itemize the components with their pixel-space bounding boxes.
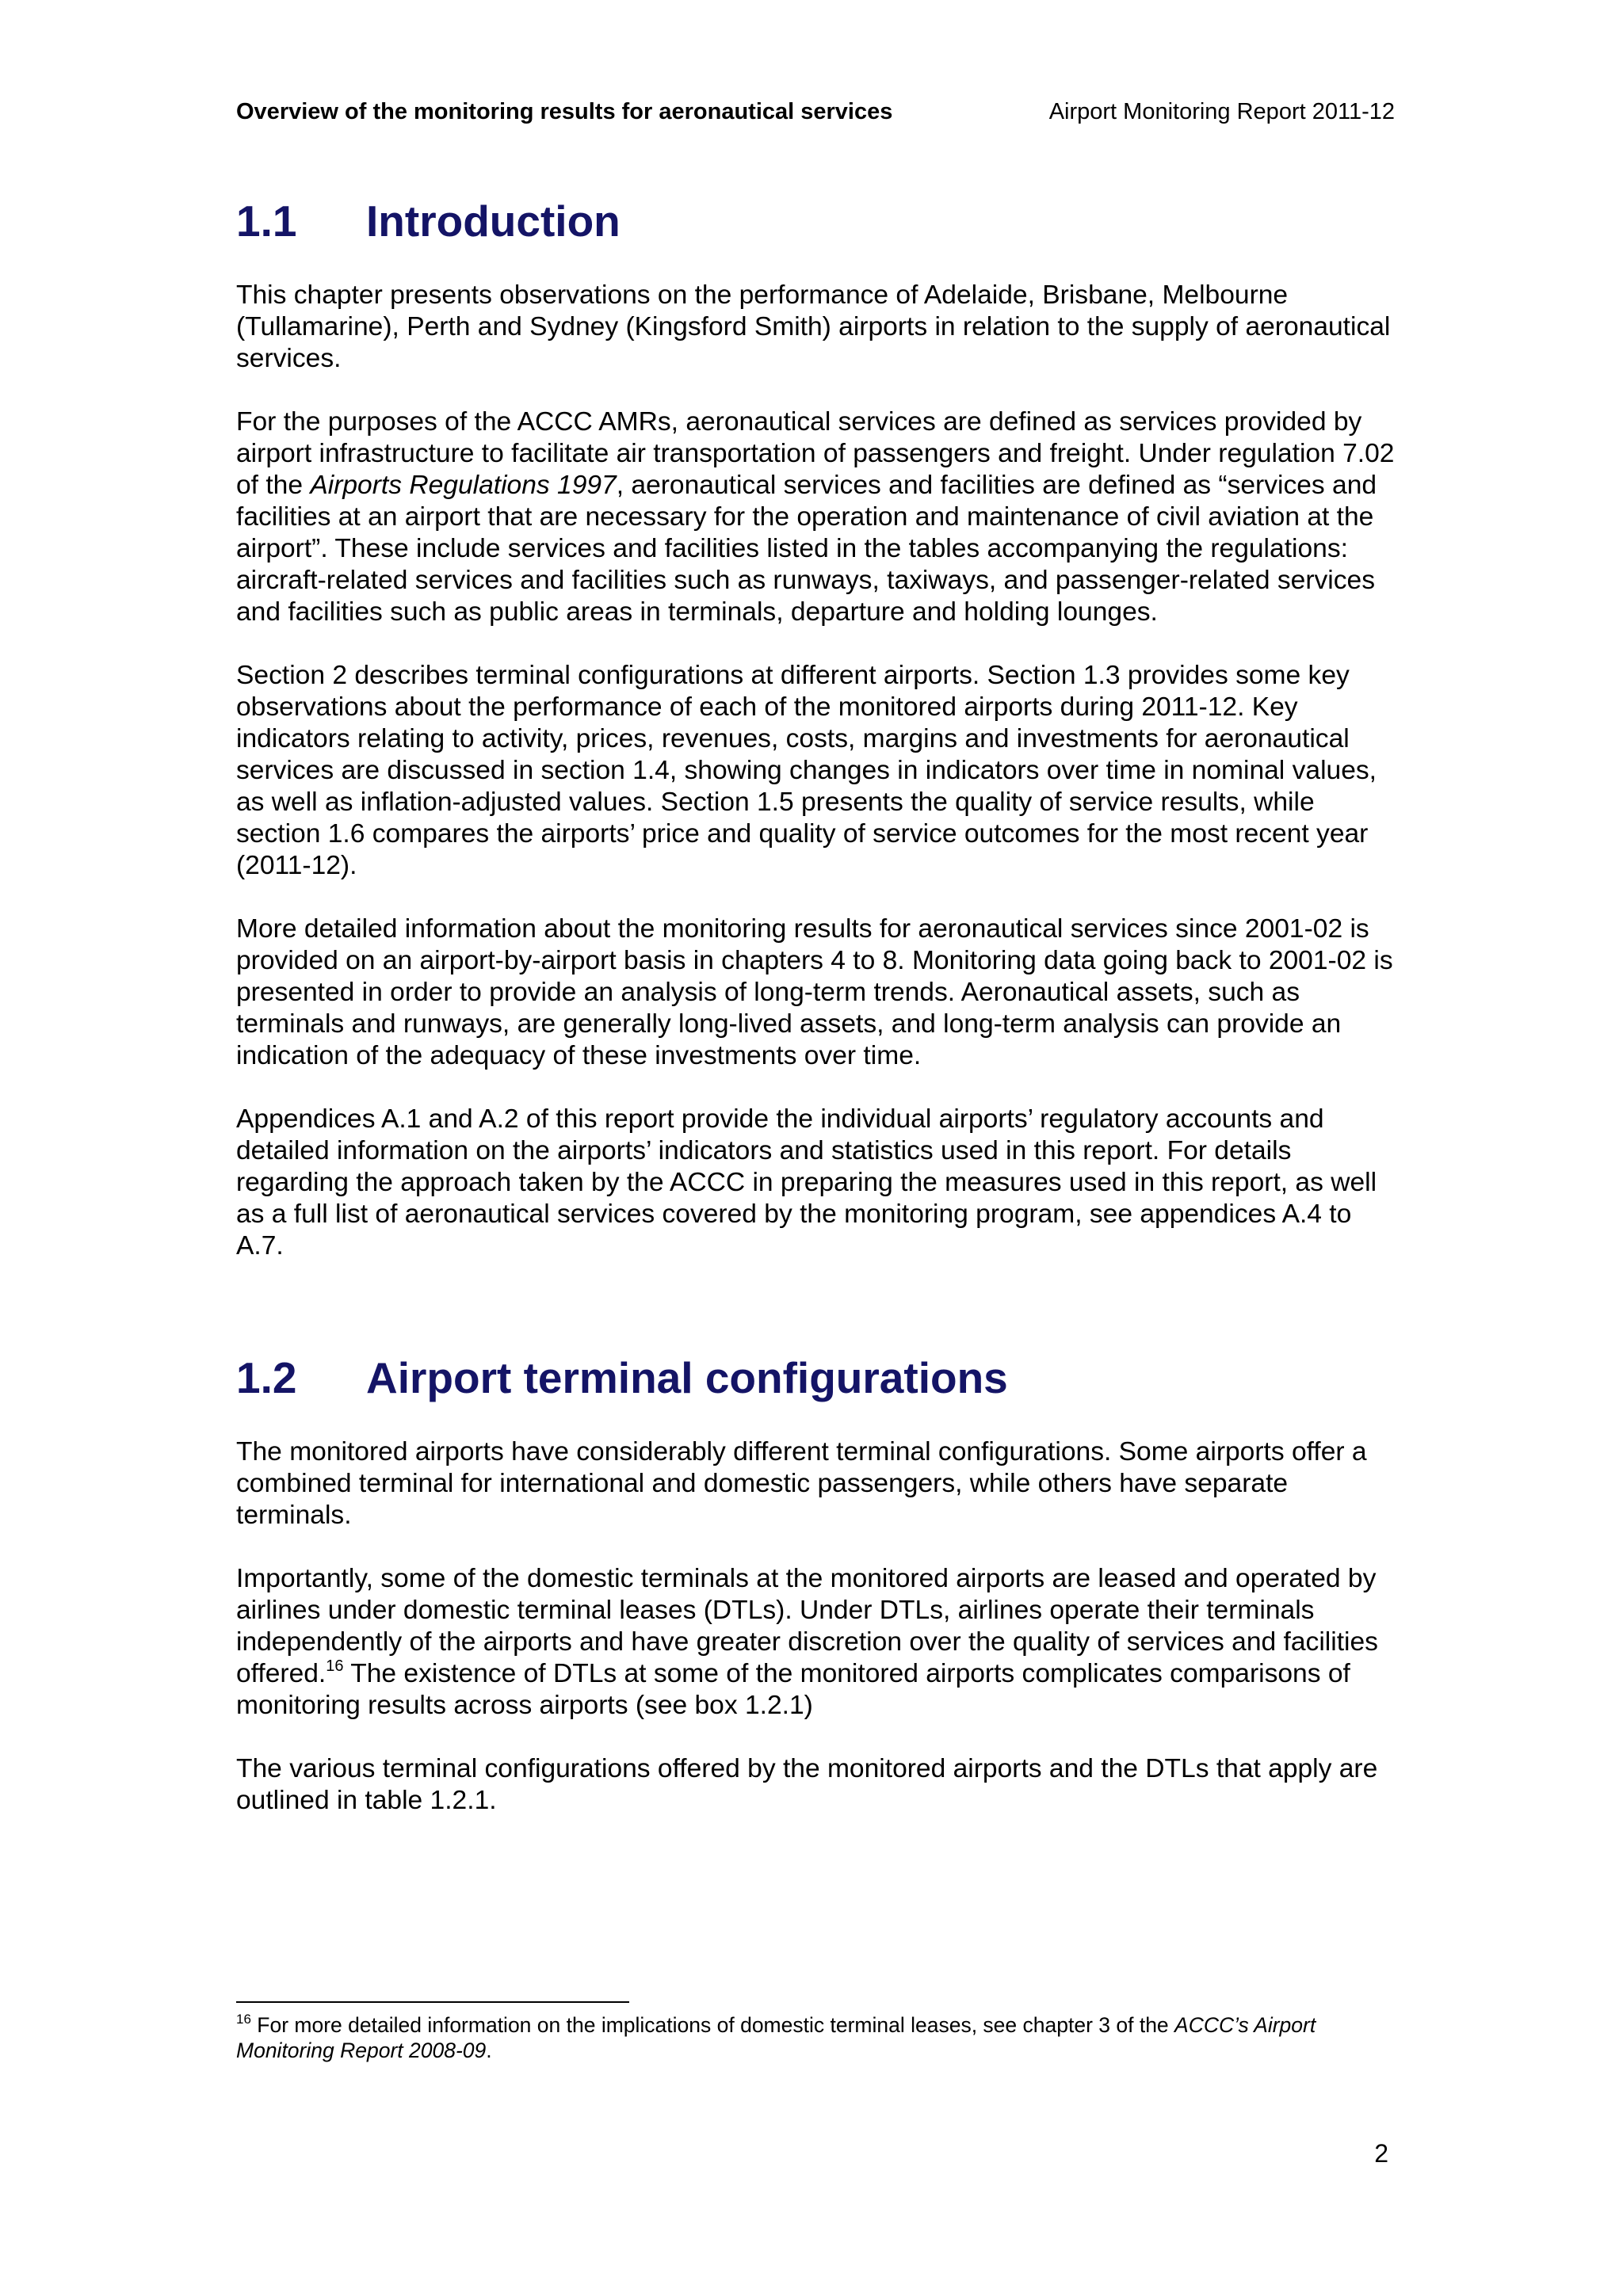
footnote-divider [236,2001,629,2003]
footnote [236,2012,1401,2063]
section-terminal-configurations [236,1350,1401,1405]
paragraph-text: For the purposes of the ACCC AMRs, aeronautical services are defined as services provided by airport infrastructure to facilitate air transportation of passengers and freight. Under regulation 7.02 of the [236,407,1395,500]
paragraph: Section 2 describes terminal configurations at different airports. Section 1.3 provides some key observations about the performance of each of the monitored airports during 2011-12. Key indicators relating to activity, prices, revenues, costs, margins and investments for aeronautical services are discussed in section 1.4, showing changes in indicators over time in nominal values, as well as inflation-adjusted values. Section 1.5 presents the quality of service results, while section 1.6 compares the airports’ price and quality of service outcomes for the most recent year (2011-12). [236,661,1377,880]
section-heading-terminal-configurations [236,1350,1401,1405]
section-number: 1.1 [236,196,297,246]
paragraph: Appendices A.1 and A.2 of this report provide the individual airports’ regulatory accounts and detailed information on the airports’ indicators and statistics used in this report. For details regarding the approach taken by the ACCC in preparing the measures used in this report, as well as a full list of aeronautical services covered by the monitoring program, see appendices A.4 to A.7. [236,1104,1377,1261]
section-heading-introduction [236,193,1401,249]
section-title: Introduction [366,196,621,246]
footnote-text: . [486,2039,492,2062]
paragraph-text: Importantly, some of the domestic terminals at the monitored airports are leased and operated by airlines under domestic terminal leases (DTLs). Under DTLs, airlines operate their terminals independently of the airports and have greater discretion over the quality of services and facilities offered. [236,1564,1378,1688]
terminal-configurations-paragraphs [236,1436,1401,1817]
paragraph: This chapter presents observations on the performance of Adelaide, Brisbane, Melbourne (Tullamarine), Perth and Sydney (Kingsford Smith) airports in relation to the supply of aeronautical services. [236,280,1391,373]
paragraph-text: The existence of DTLs at some of the monitored airports complicates comparisons of monitoring results across airports (see box 1.2.1) [236,1659,1350,1720]
paragraph [236,1563,1401,1722]
paragraph: The monitored airports have considerably different terminal configurations. Some airports offer a combined terminal for international and domestic passengers, while others have separate terminals. [236,1437,1367,1530]
page-number: 2 [1374,2139,1388,2168]
section-title: Airport terminal configurations [366,1353,1008,1402]
header-report-title: Airport Monitoring Report 2011-12 [1048,99,1395,124]
section-number: 1.2 [236,1353,297,1402]
legislation-title: Airports Regulations 1997 [310,471,617,500]
section-introduction [236,193,1401,249]
paragraph: The various terminal configurations offered by the monitored airports and the DTLs that apply are outlined in table 1.2.1. [236,1754,1378,1815]
footnote-reference: 16 [326,1657,344,1675]
paragraph [236,406,1401,628]
header-chapter-title: Overview of the monitoring results for aeronautical services [236,99,893,124]
paragraph: More detailed information about the monitoring results for aeronautical services since 2001-02 is provided on an airport-by-airport basis in chapters 4 to 8. Monitoring data going back to 2001-02 is presented in order to provide an analysis of long-term trends. Aeronautical assets, such as terminals and runways, are generally long-lived assets, and long-term analysis can provide an indication of the adequacy of these investments over time. [236,914,1393,1070]
paragraph-text: , aeronautical services and facilities are defined as “services and facilities at an airport that are necessary for the operation and maintenance of civil aviation at the airport”. These include services and facilities listed in the tables accompanying the regulations: aircraft-related services and facilities such as runways, taxiways, and passenger-related services and facilities such as public areas in terminals, departure and holding lounges. [236,471,1377,627]
footnote-marker: 16 [236,2012,251,2027]
footnote-text: For more detailed information on the implications of domestic terminal leases, see chapter 3 of the [250,2013,1175,2037]
running-header [236,96,1395,128]
footnote-citation: ACCC’s Airport Monitoring Report 2008-09 [236,2013,1316,2062]
introduction-paragraphs [236,280,1401,1262]
